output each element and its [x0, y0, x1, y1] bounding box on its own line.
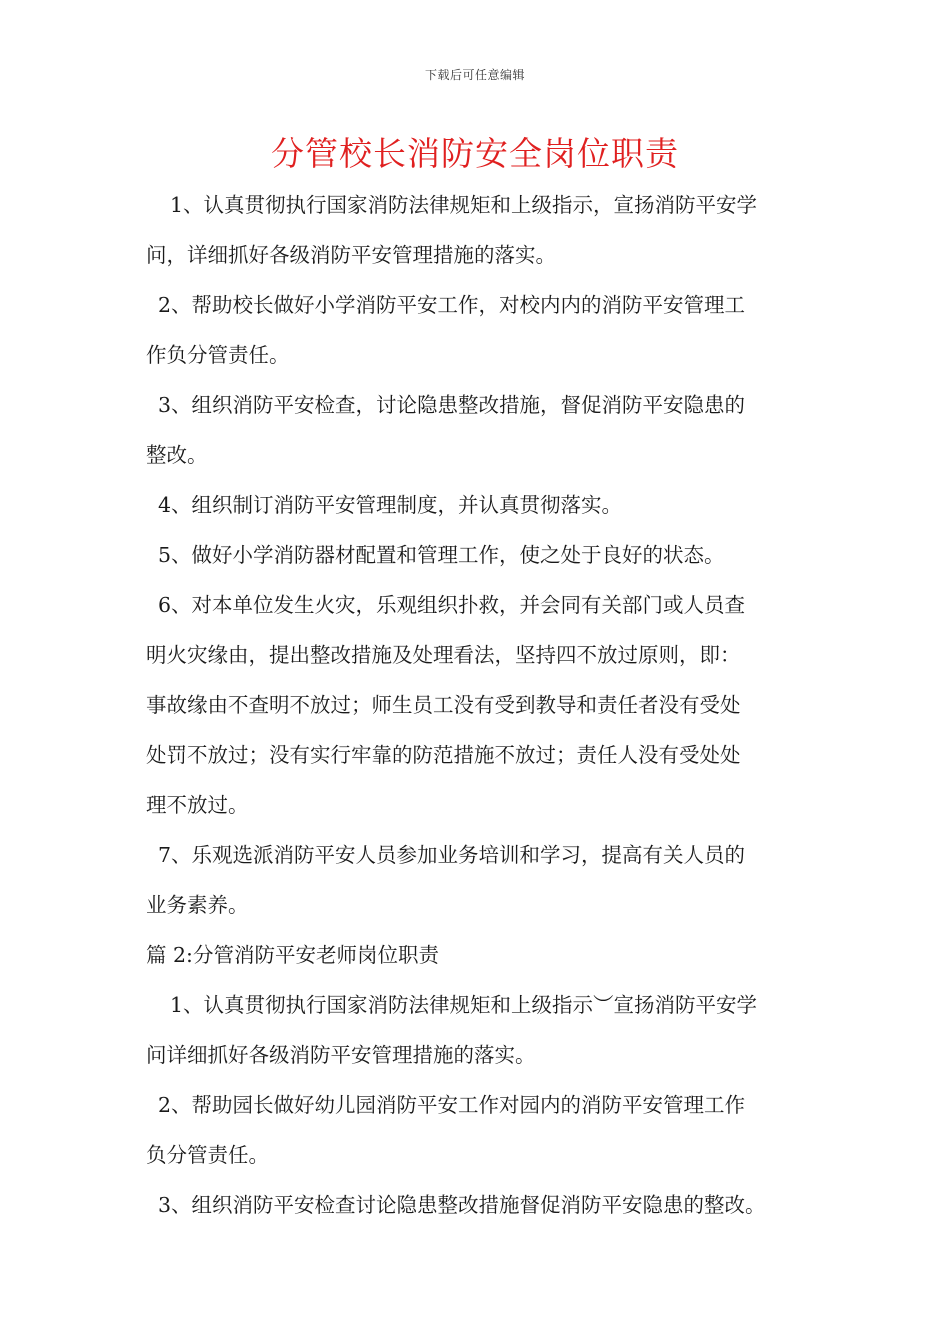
paragraph-line: 4、组织制订消防平安管理制度，并认真贯彻落实。 [158, 493, 623, 517]
paragraph-4 [146, 480, 826, 530]
paragraph-line: 处罚不放过；没有实行牢靠的防范措施不放过；责任人没有受处处 [146, 743, 741, 767]
paragraph-line: 问，详细抓好各级消防平安管理措施的落实。 [146, 243, 556, 267]
paragraph-line: 事故缘由不查明不放过；师生员工没有受到教导和责任者没有受处 [146, 693, 741, 717]
paragraph-line: 业务素养。 [146, 893, 249, 917]
paragraph-line: 负分管责任。 [146, 1143, 269, 1167]
paragraph-5 [146, 530, 826, 580]
paragraph-line: 7、乐观选派消防平安人员参加业务培训和学习，提高有关人员的 [158, 843, 746, 867]
document-title: 分管校长消防安全岗位职责 [271, 134, 679, 173]
paragraph-2 [146, 280, 826, 380]
section-2-paragraph-3 [146, 1180, 826, 1230]
paragraph-line: 1、认真贯彻执行国家消防法律规矩和上级指示︶宣扬消防平安学 [170, 993, 758, 1017]
paragraph-line: 2、帮助校长做好小学消防平安工作，对校内内的消防平安管理工 [158, 293, 746, 317]
paragraph-line: 3、组织消防平安检查讨论隐患整改措施督促消防平安隐患的整改。 [158, 1193, 766, 1217]
paragraph-6 [146, 580, 826, 830]
paragraph-line: 作负分管责任。 [146, 343, 290, 367]
paragraph-line: 整改。 [146, 443, 208, 467]
paragraph-line: 5、做好小学消防器材配置和管理工作，使之处于良好的状态。 [158, 543, 725, 567]
paragraph-7 [146, 830, 826, 930]
section-2-heading: 篇 2:分管消防平安老师岗位职责 [146, 943, 439, 967]
paragraph-3 [146, 380, 826, 480]
section-2-paragraph-1 [146, 980, 826, 1080]
paragraph-line: 6、对本单位发生火灾，乐观组织扑救，并会同有关部门或人员查 [158, 593, 746, 617]
paragraph-line: 2、帮助园长做好幼儿园消防平安工作对园内的消防平安管理工作 [158, 1093, 746, 1117]
paragraph-1 [146, 180, 826, 280]
paragraph-line: 理不放过。 [146, 793, 249, 817]
paragraph-line: 3、组织消防平安检查，讨论隐患整改措施，督促消防平安隐患的 [158, 393, 746, 417]
header-note: 下载后可任意编辑 [424, 68, 525, 82]
document-body [146, 180, 826, 1230]
paragraph-line: 1、认真贯彻执行国家消防法律规矩和上级指示，宣扬消防平安学 [170, 193, 758, 217]
section-2-paragraph-2 [146, 1080, 826, 1180]
paragraph-line: 问详细抓好各级消防平安管理措施的落实。 [146, 1043, 536, 1067]
paragraph-line: 明火灾缘由，提出整改措施及处理看法，坚持四不放过原则，即： [146, 643, 741, 667]
